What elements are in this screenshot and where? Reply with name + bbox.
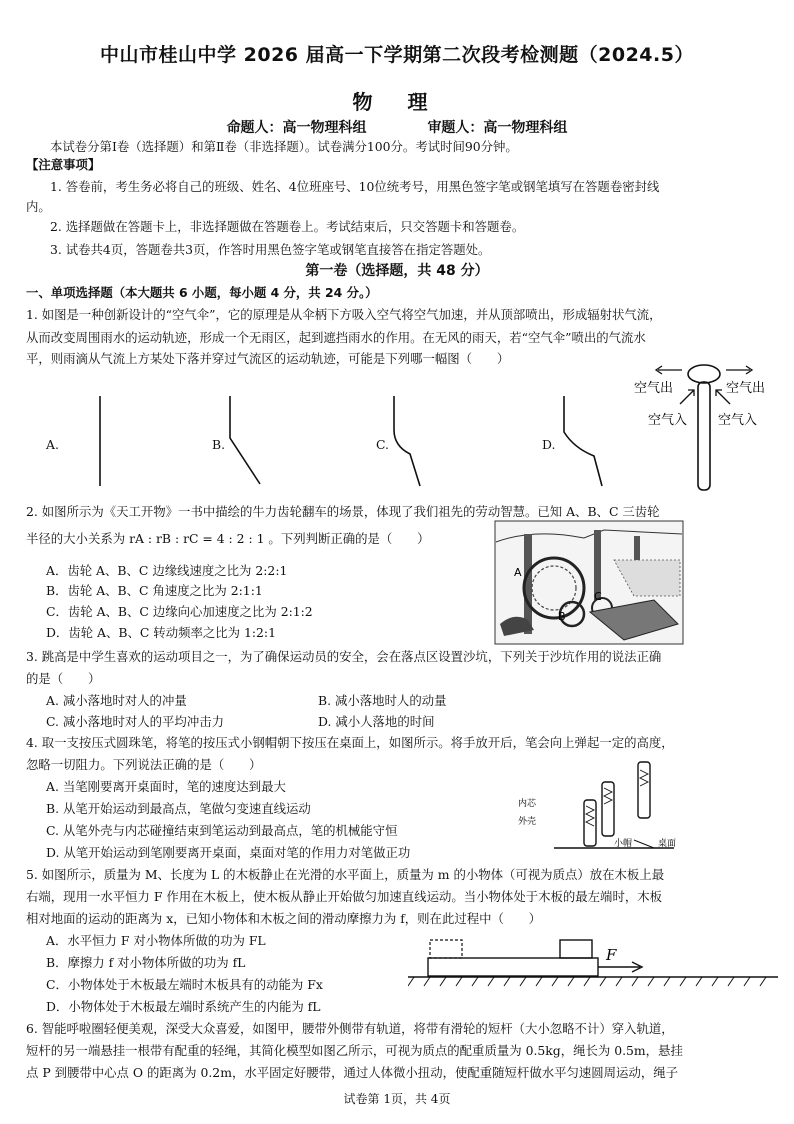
gear-a-label: A [514,566,522,579]
trajectory-d [564,396,602,486]
q2-option-b: B．齿轮 A、B、C 角速度之比为 2:1:1 [46,583,263,598]
q5-option-b: B．摩擦力 f 对小物体所做的功为 fL [46,955,246,970]
q4-option-c: C. 从笔外壳与内芯碰撞结束到笔运动到最高点，笔的机械能守恒 [46,823,398,838]
pen-cap-label: 小帽 [614,839,633,849]
air-in-right-label: 空气入 [718,413,758,428]
q1-line-2: 从而改变周围雨水的运动轨迹，形成一个无雨区，起到遮挡雨水的作用。在无风的雨天，若“空气伞”喷出的气流水 [26,330,646,345]
q4-option-b: B. 从笔开始运动到最高点，笔做匀变速直线运动 [46,801,311,816]
air-in-left-label: 空气入 [648,413,688,428]
q1-option-b: B. [212,437,226,452]
page-title: 中山市桂山中学 2026 届高一下学期第二次段考检测题（2024.5） [100,44,694,66]
subject-heading: 物 理 [352,90,442,114]
notice-item-2: 2. 选择题做在答题卡上，非选择题做在答题卷上。考试结束后，只交答题卡和答题卷。 [50,219,525,234]
q5-line-2: 右端，现用一水平恒力 F 作用在木板上，使木板从静止开始做匀加速直线运动。当小物体处于木板的最左端时，木板 [26,889,663,904]
air-umbrella-figure [618,352,778,494]
q5-option-c: C．小物体处于木板最左端时木板具有的动能为 Fx [46,977,323,992]
q1-option-a: A. [46,437,59,452]
desk-label: 桌面 [658,839,677,849]
notice-item-1a: 1. 答卷前，考生务必将自己的班级、姓名、4位班座号、10位统考号，用黑色签字笔或钢笔填写在答题卷密封线 [50,179,660,194]
q5-option-a: A．水平恒力 F 对小物体所做的功为 FL [46,933,266,948]
part-heading: 第一卷（选择题，共 48 分） [305,263,489,279]
q1-trajectory-figures [80,390,620,490]
trajectory-c [394,396,420,486]
ox-waterwheel-illustration [494,520,684,645]
q4-line-2: 忽略一切阻力。下列说法正确的是（ ） [26,757,262,772]
q3-line-1: 3. 跳高是中学生喜欢的运动项目之一，为了确保运动员的安全，会在落点区设置沙坑，下列关于沙坑作用的说法正确 [26,649,662,664]
pen-shell-label: 外壳 [518,817,537,827]
air-out-left-label: 空气出 [634,381,674,396]
q2-line-2: 半径的大小关系为 rA : rB : rC = 4 : 2 : 1 。下列判断正确的是（ ） [26,531,430,546]
q3-option-c: C. 减小落地时对人的平均冲击力 [46,714,224,729]
force-label: F [606,946,617,964]
q3-line-2: 的是（ ） [26,671,101,686]
page-footer: 试卷第 1页，共 4页 [343,1092,451,1106]
q2-option-d: D．齿轮 A、B、C 转动频率之比为 1:2:1 [46,625,276,640]
section-heading: 一、单项选择题（本大题共 6 小题，每小题 4 分，共 24 分。） [26,285,378,300]
q3-option-a: A. 减小落地时对人的冲量 [46,693,187,708]
board-block-figure [408,934,780,998]
intro-text: 本试卷分第Ⅰ卷（选择题）和第Ⅱ卷（非选择题）。试卷满分100分。考试时间90分钟。 [50,139,518,154]
q6-line-1: 6. 智能呼啦圈轻便美观，深受大众喜爱，如图甲，腰带外侧带有轨道，将带有滑轮的短杆（大小忽略不计）穿入轨道， [26,1021,674,1036]
q1-line-1: 1. 如图是一种创新设计的“空气伞”，它的原理是从伞柄下方吸入空气将空气加速，并从顶部喷出，形成辐射状气流， [26,307,662,322]
q2-option-a: A．齿轮 A、B、C 边缘线速度之比为 2:2:1 [46,563,288,578]
q4-line-1: 4. 取一支按压式圆珠笔，将笔的按压式小钢帽朝下按压在桌面上，如图所示。将手放开后，笔会向上弹起一定的高度， [26,735,674,750]
gear-c-label: C [594,590,602,603]
q6-line-3: 点 P 到腰带中心点 O 的距离为 0.2m，水平固定好腰带，通过人体微小扭动，使配重随短杆做水平匀速圆周运动，绳子 [26,1065,679,1080]
reviewer-label: 审题人：高一物理科组 [427,120,568,136]
q1-line-3: 平，则雨滴从气流上方某处下落并穿过气流区的运动轨迹，可能是下列哪一幅图（ ） [26,351,510,366]
q6-line-2: 短杆的另一端悬挂一根带有配重的轻绳，其简化模型如图乙所示，可视为质点的配重质量为 0.5kg，绳长为 0.5m，悬挂 [26,1043,683,1058]
q5-line-3: 相对地面的运动的距离为 x，已知小物体和木板之间的滑动摩擦力为 f，则在此过程中（ ） [26,911,542,926]
q4-option-d: D. 从笔开始运动到笔刚要离开桌面，桌面对笔的作用力对笔做正功 [46,845,411,860]
setter-label: 命题人：高一物理科组 [226,120,367,136]
q2-option-c: C．齿轮 A、B、C 边缘向心加速度之比为 2:1:2 [46,604,313,619]
q2-line-1: 2. 如图所示为《天工开物》一书中描绘的牛力齿轮翻车的场景，体现了我们祖先的劳动智慧。已知 A、B、C 三齿轮 [26,504,660,519]
q1-option-c: C. [376,437,389,452]
trajectory-b [230,396,260,484]
gear-b-label: B [558,610,566,623]
pen-inner-label: 内芯 [518,799,537,809]
air-out-right-label: 空气出 [726,381,766,396]
notice-heading: 【注意事项】 [26,157,101,172]
q3-option-d: D. 减小人落地的时间 [318,714,435,729]
q4-option-a: A. 当笔刚要离开桌面时，笔的速度达到最大 [46,779,286,794]
notice-item-1b: 内。 [26,199,51,214]
q1-option-d: D. [542,437,556,452]
q5-line-1: 5. 如图所示，质量为 M、长度为 L 的木板静止在光滑的水平面上，质量为 m 的小物体（可视为质点）放在木板上最 [26,867,665,882]
pen-spring-figure [514,758,684,856]
author-line [0,117,794,137]
notice-item-3: 3. 试卷共4页，答题卷共3页，作答时用黑色签字笔或钢笔直接答在指定答题处。 [50,242,491,257]
q3-option-b: B. 减小落地时人的动量 [318,693,447,708]
q5-option-d: D．小物体处于木板最左端时系统产生的内能为 fL [46,999,321,1014]
